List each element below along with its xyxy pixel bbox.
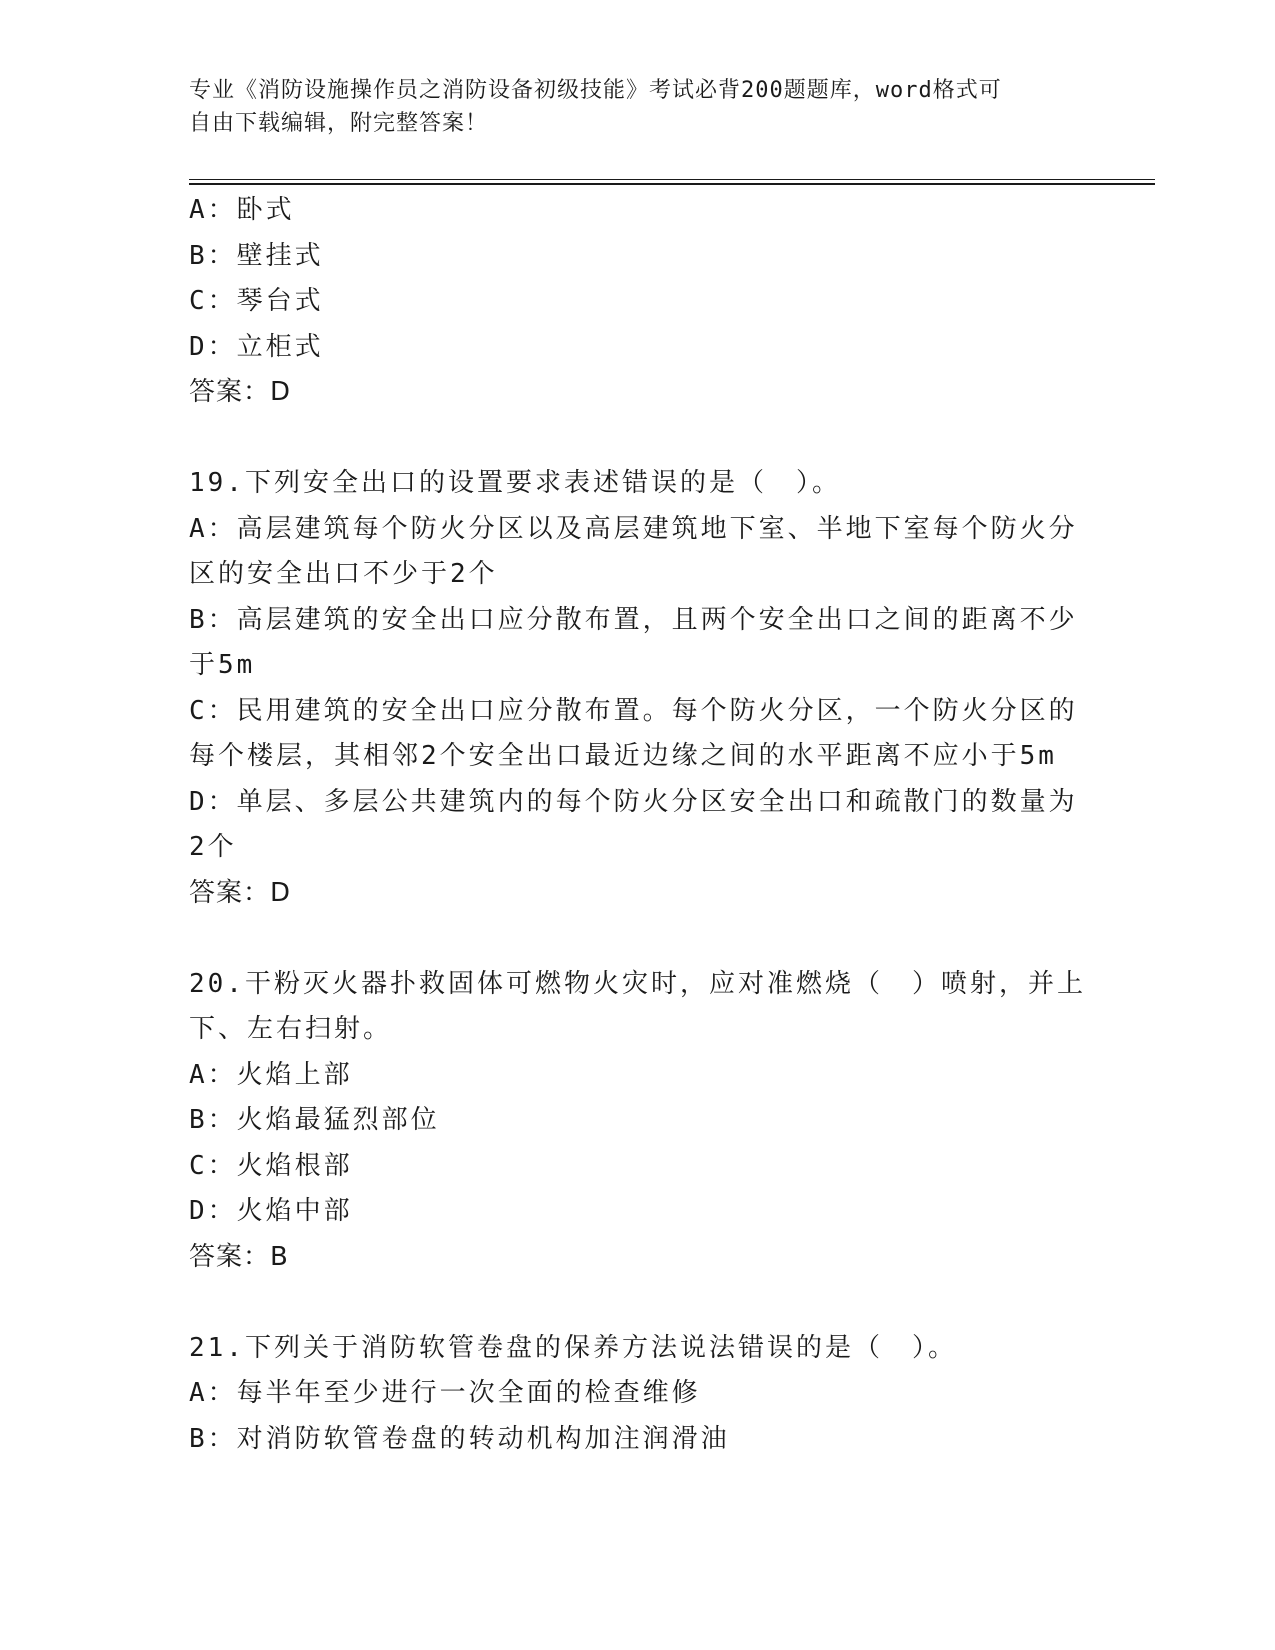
option-d-cont: 2个 — [189, 832, 237, 862]
answer-line: 答案：B — [189, 1241, 289, 1272]
option-b: B：高层建筑的安全出口应分散布置，且两个安全出口之间的距离不少 — [189, 604, 1078, 635]
option-b: B：火焰最猛烈部位 — [189, 1105, 440, 1135]
question-18 — [189, 188, 1079, 416]
option-c: C：民用建筑的安全出口应分散布置。每个防火分区，一个防火分区的 — [189, 695, 1078, 726]
header-title-line-1: 专业《消防设施操作员之消防设备初级技能》考试必背200题题库，word格式可 — [189, 78, 1002, 103]
option-b: B：壁挂式 — [189, 240, 324, 271]
option-a: A：卧式 — [189, 195, 295, 225]
option-d: D：单层、多层公共建筑内的每个防火分区安全出口和疏散门的数量为 — [189, 786, 1078, 817]
option-a: A：每半年至少进行一次全面的检查维修 — [189, 1378, 701, 1408]
question-spacer — [189, 416, 1079, 462]
question-19 — [189, 461, 1079, 916]
answer-line: 答案：D — [189, 877, 292, 908]
answer-line: 答案：D — [189, 377, 292, 407]
option-c: C：琴台式 — [189, 286, 324, 316]
option-b: B：对消防软管卷盘的转动机构加注润滑油 — [189, 1423, 730, 1454]
question-text: 21.下列关于消防软管卷盘的保养方法说法错误的是（ ）。 — [189, 1332, 957, 1363]
question-21 — [189, 1326, 1079, 1463]
header-divider-thin — [189, 179, 1155, 180]
option-a: A：高层建筑每个防火分区以及高层建筑地下室、半地下室每个防火分 — [189, 513, 1078, 544]
question-text: 20.干粉灭火器扑救固体可燃物火灾时，应对准燃烧（ ）喷射，并上 — [189, 968, 1086, 999]
question-text-cont: 下、左右扫射。 — [189, 1014, 393, 1044]
header-title-line-2: 自由下载编辑，附完整答案！ — [189, 111, 489, 136]
option-b-cont: 于5m — [189, 650, 256, 680]
question-text: 19.下列安全出口的设置要求表述错误的是（ ）。 — [189, 468, 841, 498]
option-c: C：火焰根部 — [189, 1150, 353, 1181]
question-spacer — [189, 916, 1079, 962]
question-spacer — [189, 1280, 1079, 1326]
header-divider-thick — [189, 183, 1155, 185]
option-c-cont: 每个楼层，其相邻2个安全出口最近边缘之间的水平距离不应小于5m — [189, 741, 1057, 771]
document-header — [189, 74, 1069, 140]
option-d: D：立柜式 — [189, 331, 324, 362]
question-list — [189, 188, 1086, 1462]
option-a: A：火焰上部 — [189, 1059, 353, 1090]
option-a-cont: 区的安全出口不少于2个 — [189, 559, 498, 589]
question-20 — [189, 962, 1086, 1281]
option-d: D：火焰中部 — [189, 1196, 353, 1226]
